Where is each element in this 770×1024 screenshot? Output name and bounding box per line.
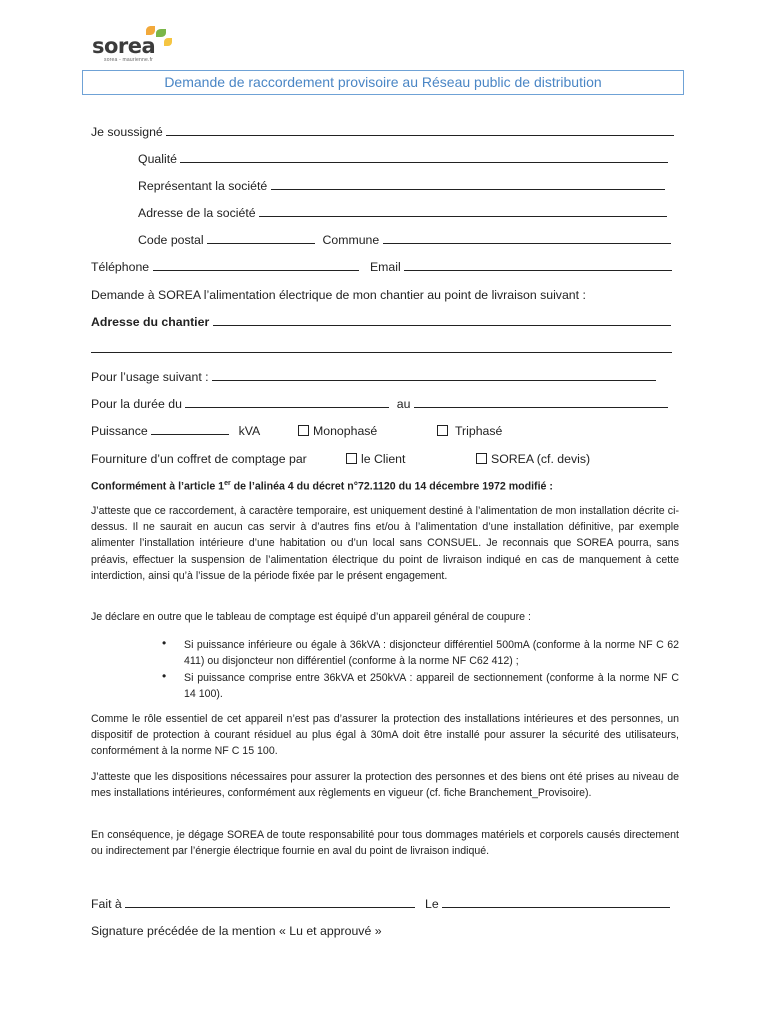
- kva-label: kVA: [238, 424, 261, 438]
- date-field[interactable]: [442, 896, 670, 908]
- telephone-field[interactable]: [153, 259, 359, 271]
- sorea-devis-label: SOREA (cf. devis): [491, 452, 591, 466]
- soussigne-field[interactable]: [166, 124, 674, 136]
- triphase-option[interactable]: [437, 423, 502, 439]
- code-postal-row: [138, 232, 671, 248]
- logo-wordmark: sorea: [92, 34, 156, 58]
- code-postal-label: Code postal: [138, 233, 204, 247]
- qualite-row: [138, 151, 668, 167]
- adresse-societe-label: Adresse de la société: [138, 206, 256, 220]
- le-client-label: le Client: [361, 452, 406, 466]
- paragraph-role: Comme le rôle essentiel de cet appareil n’est pas d’assurer la protection des installations intérieures et des personnes, un dispositif de protection à courant résiduel au plus égal à 30mA doit être installé pour assurer la sécurité des utilisateurs, conformément à la norme NF C 15 100.: [91, 713, 679, 758]
- paragraph-declare: Je déclare en outre que le tableau de comptage est équipé d’un appareil général de coupure :: [91, 611, 531, 623]
- adresse-societe-row: [138, 205, 667, 221]
- sorea-devis-checkbox[interactable]: [476, 453, 487, 464]
- puissance-label: Puissance: [91, 424, 148, 438]
- usage-row: [91, 369, 656, 385]
- bullet-dot-1: •: [162, 636, 167, 650]
- duree-label: Pour la durée du: [91, 397, 182, 411]
- bullet-item-1: Si puissance inférieure ou égale à 36kVA : disjoncteur différentiel 500mA (conforme à la norme NF C 62 411) ou disjoncteur non différentiel (conforme à la norme NF C62 412) ;: [184, 639, 679, 668]
- paragraph-consequence: En conséquence, je dégage SOREA de toute responsabilité pour tous dommages matériels et corporels causés directement ou indirectement par l’énergie électrique fournie en aval du point de livraison indiqué.: [91, 829, 679, 858]
- monophase-option[interactable]: [298, 423, 377, 439]
- duree-row: [91, 396, 668, 412]
- logo-leaf-green: [156, 29, 166, 37]
- fourniture-label: Fourniture d’un coffret de comptage par: [91, 452, 307, 466]
- representant-field[interactable]: [271, 178, 665, 190]
- date-row: [425, 896, 670, 912]
- fait-label: Fait à: [91, 897, 122, 911]
- conformement-part2: de l’alinéa 4 du décret n°72.1120 du 14 décembre 1972 modifié :: [230, 480, 553, 493]
- telephone-label: Téléphone: [91, 260, 150, 274]
- adresse-chantier-field[interactable]: [213, 314, 671, 326]
- puissance-row: [91, 423, 260, 439]
- au-label: au: [396, 397, 411, 411]
- bullet-item-2: Si puissance comprise entre 36kVA et 250kVA : appareil de sectionnement (conforme à la norme NF C 14 100).: [184, 672, 679, 701]
- commune-label: Commune: [322, 233, 380, 247]
- adresse-chantier-field-2[interactable]: [91, 341, 672, 353]
- signature-mention: Signature précédée de la mention « Lu et approuvé »: [91, 924, 382, 938]
- logo-leaf-yellow: [164, 38, 172, 46]
- triphase-label: Triphasé: [455, 424, 503, 438]
- sorea-devis-option[interactable]: [476, 451, 590, 467]
- paragraph-dispositions: J’atteste que les dispositions nécessaires pour assurer la protection des personnes et des biens ont été prises au niveau de mes installations intérieures, conformément aux règlements en vigueur (cf. fiche Branchement_Provisoire).: [91, 771, 679, 800]
- conformement-part1: Conformément à l’article 1: [91, 480, 225, 493]
- conformement-sup: er: [224, 480, 231, 487]
- monophase-checkbox[interactable]: [298, 425, 309, 436]
- fait-field[interactable]: [125, 896, 415, 908]
- demande-text: Demande à SOREA l’alimentation électrique de mon chantier au point de livraison suivant :: [91, 288, 586, 302]
- logo-tagline: sorea - maurienne.fr: [104, 57, 154, 63]
- usage-label: Pour l’usage suivant :: [91, 370, 209, 384]
- soussigne-label: Je soussigné: [91, 125, 163, 139]
- representant-label: Représentant la société: [138, 179, 268, 193]
- puissance-field[interactable]: [151, 423, 229, 435]
- duree-debut-field[interactable]: [185, 396, 389, 408]
- bullet-dot-2: •: [162, 669, 167, 683]
- adresse-societe-field[interactable]: [259, 205, 667, 217]
- qualite-label: Qualité: [138, 152, 177, 166]
- adresse-chantier-label: Adresse du chantier: [91, 315, 210, 329]
- usage-field[interactable]: [212, 369, 656, 381]
- document-title: Demande de raccordement provisoire au Réseau public de distribution: [82, 70, 684, 95]
- adresse-chantier-row-2: [91, 341, 672, 357]
- duree-fin-field[interactable]: [414, 396, 668, 408]
- email-field[interactable]: [404, 259, 672, 271]
- commune-field[interactable]: [383, 232, 671, 244]
- le-client-option[interactable]: [346, 451, 405, 467]
- code-postal-field[interactable]: [207, 232, 315, 244]
- conformement-heading: [91, 480, 553, 493]
- representant-row: [138, 178, 665, 194]
- le-label: Le: [425, 897, 439, 911]
- triphase-checkbox[interactable]: [437, 425, 448, 436]
- sorea-logo: [92, 26, 182, 66]
- qualite-field[interactable]: [180, 151, 668, 163]
- le-client-checkbox[interactable]: [346, 453, 357, 464]
- telephone-row: [91, 259, 672, 275]
- monophase-label: Monophasé: [313, 424, 378, 438]
- fait-row: [91, 896, 415, 912]
- email-label: Email: [369, 260, 401, 274]
- soussigne-row: [91, 124, 674, 140]
- adresse-chantier-row: [91, 314, 671, 330]
- paragraph-atteste: J’atteste que ce raccordement, à caractère temporaire, est uniquement destiné à l’alimentation de mon installation décrite ci-dessus. Il ne saurait en aucun cas servir à d’autres fins et/ou à l’alimentation d’une installation définitive, par exemple alimenter l’installation intérieure d’une habitation ou d’un local sans CONSUEL. Je reconnais que SOREA pourra, sans préavis, effectuer la suspension de l’alimentation électrique du point de livraison indiqué en cas de manquement à cette interdiction, ainsi qu’à l’issue de la période fixée par le présent engagement.: [91, 505, 679, 582]
